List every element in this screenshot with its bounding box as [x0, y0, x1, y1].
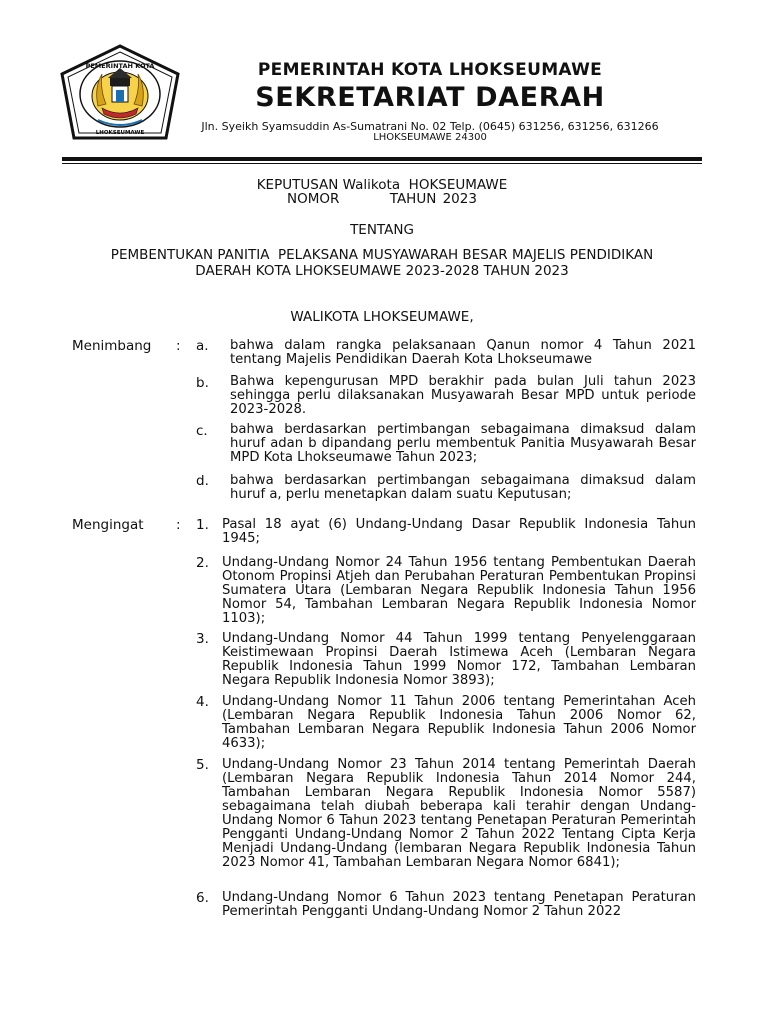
letterhead-address: Jln. Syeikh Syamsuddin As-Sumatrani No. 02 Telp. (0645) 631256, 631256, 631266 — [201, 120, 659, 133]
mengingat-item-text: Undang-Undang Nomor 23 Tahun 2014 tentang Pemerintah Daerah (Lembaran Negara Republik Indonesia Tahun 2014 Nomor 244, Tambahan Lembaran Negara Republik Indonesia Nomor 5587) sebagaimana telah diubah beberapa kali terahir dengan Undang-Undang Nomor 6 Tahun 2023 tentang Penetapan Peraturan Pemerintah Pengganti Undang-Undang Nomor 2 Tahun 2022 Tentang Cipta Kerja Menjadi Undang-Undang (lembaran Negara Republik Indonesia Tahun 2023 Nomor 41, Tambahan Lembaran Negara Nomor 6841); — [222, 757, 696, 870]
menimbang-item-mark: a. — [196, 338, 209, 354]
mengingat-item-text: Undang-Undang Nomor 11 Tahun 2006 tentang Pemerintahan Aceh (Lembaran Negara Republik Indonesia Tahun 2006 Nomor 62, Tambahan Lembaran Negara Republik Indonesia Tahun 2006 Nomor 4633); — [222, 694, 696, 751]
letterhead-divider-thick — [62, 157, 702, 161]
decree-number: NOMOR TAHUN 2023 — [287, 191, 477, 207]
menimbang-label: Menimbang — [72, 338, 152, 354]
mengingat-item-mark: 5. — [196, 757, 209, 773]
menimbang-item-text: bahwa dalam rangka pelaksanaan Qanun nomor 4 Tahun 2021 tentang Majelis Pendidikan Daerah Kota Lhokseumawe — [230, 338, 696, 367]
mengingat-colon: : — [176, 517, 181, 533]
mengingat-item-text: Undang-Undang Nomor 44 Tahun 1999 tentang Penyelenggaraan Keistimewaan Propinsi Daerah Istimewa Aceh (Lembaran Negara Republik Indonesia Tahun 1999 Nomor 172, Tambahan Lembaran Negara Republik Indonesia Nomor 3893); — [222, 631, 696, 688]
menimbang-item-mark: c. — [196, 423, 208, 439]
menimbang-item-text: bahwa berdasarkan pertimbangan sebagaimana dimaksud dalam huruf adan b dipandang perlu membentuk Panitia Musyawarah Besar MPD Kota Lhokseumawe Tahun 2023; — [230, 422, 696, 465]
letterhead-divider-thin — [62, 163, 702, 164]
menimbang-item-text: Bahwa kepengurusan MPD berakhir pada bulan Juli tahun 2023 sehingga perlu dilaksanakan Musyawarah Besar MPD untuk periode 2023-2028. — [230, 374, 696, 417]
mengingat-item-text: Undang-Undang Nomor 24 Tahun 1956 tentang Pembentukan Daerah Otonom Propinsi Atjeh dan Perubahan Peraturan Pembentukan Propinsi Sumatera Utara (Lembaran Negara Republik Indonesia Tahun 1956 Nomor 54, Tambahan Lembaran Negara Republik Indonesia Nomor 1103); — [222, 555, 696, 626]
mengingat-item-mark: 1. — [196, 517, 209, 533]
decree-title: KEPUTUSAN Walikota HOKSEUMAWE — [256, 177, 508, 193]
logo-text-top: PEMERINTAH KOTA — [85, 62, 155, 70]
menimbang-item-mark: d. — [196, 473, 209, 489]
mengingat-item-text: Pasal 18 ayat (6) Undang-Undang Dasar Republik Indonesia Tahun 1945; — [222, 517, 696, 546]
menimbang-colon: : — [176, 338, 181, 354]
menimbang-item-mark: b. — [196, 375, 209, 391]
letterhead-government: PEMERINTAH KOTA LHOKSEUMAWE — [257, 60, 603, 80]
mengingat-label: Mengingat — [72, 517, 144, 533]
mengingat-item-mark: 6. — [196, 890, 209, 906]
logo-text-bottom: LHOKSEUMAWE — [95, 130, 145, 136]
decree-subject-line2: DAERAH KOTA LHOKSEUMAWE 2023-2028 TAHUN 2023 — [195, 263, 569, 279]
letterhead-office: SEKRETARIAT DAERAH — [255, 82, 605, 113]
mengingat-item-mark: 3. — [196, 631, 209, 647]
mengingat-item-text: Undang-Undang Nomor 6 Tahun 2023 tentang Penetapan Peraturan Pemerintah Pengganti Undang-Undang Nomor 2 Tahun 2022 — [222, 890, 696, 919]
letterhead-postal: LHOKSEUMAWE 24300 — [373, 132, 487, 143]
mengingat-item-mark: 2. — [196, 555, 209, 571]
mengingat-item-mark: 4. — [196, 694, 209, 710]
decree-subject-line1: PEMBENTUKAN PANITIA PELAKSANA MUSYAWARAH BESAR MAJELIS PENDIDIKAN — [110, 247, 654, 263]
city-emblem-logo — [58, 44, 182, 144]
menimbang-item-text: bahwa berdasarkan pertimbangan sebagaimana dimaksud dalam huruf a, perlu menetapkan dalam suatu Keputusan; — [230, 473, 696, 502]
mayor-heading: WALIKOTA LHOKSEUMAWE, — [290, 309, 474, 325]
decree-tentang: TENTANG — [350, 222, 414, 238]
